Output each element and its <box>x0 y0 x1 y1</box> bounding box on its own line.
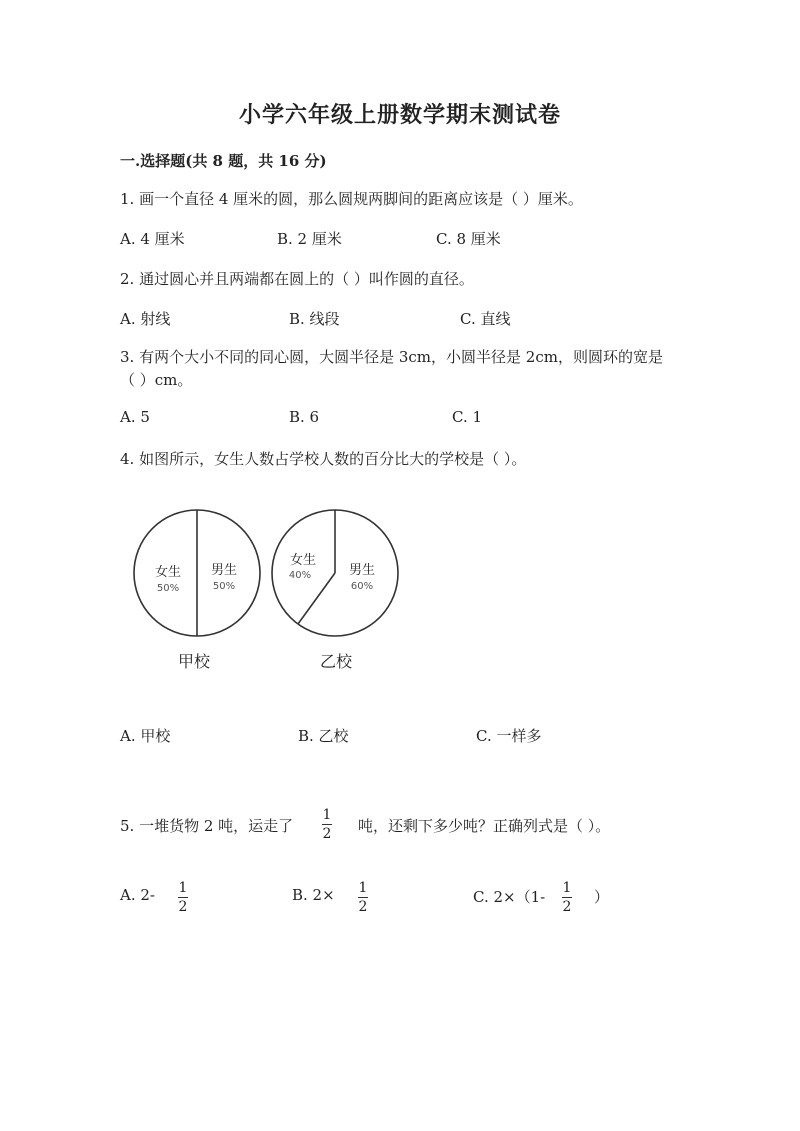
question-4-option-a: A. 甲校 <box>120 727 171 745</box>
question-2-option-a: A. 射线 <box>120 310 171 328</box>
option-b-fraction-numerator: 1 <box>358 880 368 896</box>
pie-charts-figure <box>120 500 420 680</box>
question-5-option-b: B. 2× <box>292 886 335 904</box>
pie-yi-slice-girls-value: 40% <box>288 570 312 581</box>
question-5-option-c-fraction <box>562 880 572 915</box>
option-a-fraction-numerator: 1 <box>178 880 188 896</box>
fraction-bar <box>322 824 332 825</box>
question-5-option-b-fraction <box>358 880 368 915</box>
question-4-option-c: C. 一样多 <box>476 727 542 745</box>
question-2-option-c: C. 直线 <box>460 310 511 328</box>
question-5-fraction-denominator: 2 <box>322 826 332 842</box>
question-4-option-b: B. 乙校 <box>298 727 349 745</box>
question-1-option-b: B. 2 厘米 <box>277 230 342 248</box>
question-5-text-before: 5. 一堆货物 2 吨，运走了 <box>120 817 294 835</box>
fraction-bar <box>178 897 188 898</box>
question-1-text: 1. 画一个直径 4 厘米的圆，那么圆规两脚间的距离应该是（ ）厘米。 <box>120 190 583 208</box>
fraction-bar <box>562 897 572 898</box>
pie-jia-slice-girls-label: 女生 <box>154 565 182 580</box>
question-3-text-line2: （ ）cm。 <box>120 371 193 389</box>
option-c-fraction-numerator: 1 <box>562 880 572 896</box>
question-3-option-a: A. 5 <box>120 408 150 426</box>
question-5-text-after: 吨，还剩下多少吨？正确列式是（ ）。 <box>358 817 611 835</box>
page-title: 小学六年级上册数学期末测试卷 <box>238 102 561 128</box>
question-1-option-c: C. 8 厘米 <box>436 230 501 248</box>
question-5-option-c: C. 2×（1- <box>473 888 546 906</box>
question-5-fraction <box>322 807 332 842</box>
pie-yi-slice-boys-value: 60% <box>350 581 374 592</box>
question-5-option-a: A. 2- <box>120 886 155 904</box>
pie-jia-slice-boys-value: 50% <box>212 581 236 592</box>
question-4-text: 4. 如图所示，女生人数占学校人数的百分比大的学校是（ ）。 <box>120 450 527 468</box>
section-heading: 一.选择题(共 8 题，共 16 分) <box>120 152 327 170</box>
option-b-fraction-denominator: 2 <box>358 899 368 915</box>
question-3-option-b: B. 6 <box>289 408 320 426</box>
option-a-fraction-denominator: 2 <box>178 899 188 915</box>
question-1-option-a: A. 4 厘米 <box>120 230 185 248</box>
pie-yi-title: 乙校 <box>319 652 353 671</box>
question-3-option-c: C. 1 <box>452 408 483 426</box>
pie-chart-yi <box>272 510 398 671</box>
question-3-text-line1: 3. 有两个大小不同的同心圆，大圆半径是 3cm，小圆半径是 2cm，则圆环的宽是 <box>120 348 663 366</box>
question-5-option-a-fraction <box>178 880 188 915</box>
pie-jia-slice-boys-label: 男生 <box>210 563 238 578</box>
pie-chart-jia <box>134 510 260 671</box>
question-5-fraction-numerator: 1 <box>322 807 332 823</box>
pie-yi-slice-boys-label: 男生 <box>348 563 376 578</box>
option-c-fraction-denominator: 2 <box>562 899 572 915</box>
fraction-bar <box>358 897 368 898</box>
question-5-option-c-suffix: ） <box>594 888 610 906</box>
question-2-option-b: B. 线段 <box>289 310 340 328</box>
question-2-text: 2. 通过圆心并且两端都在圆上的（ ）叫作圆的直径。 <box>120 270 474 288</box>
pie-yi-slice-girls-label: 女生 <box>289 553 317 568</box>
pie-jia-title: 甲校 <box>177 652 211 671</box>
pie-jia-slice-girls-value: 50% <box>156 583 180 594</box>
